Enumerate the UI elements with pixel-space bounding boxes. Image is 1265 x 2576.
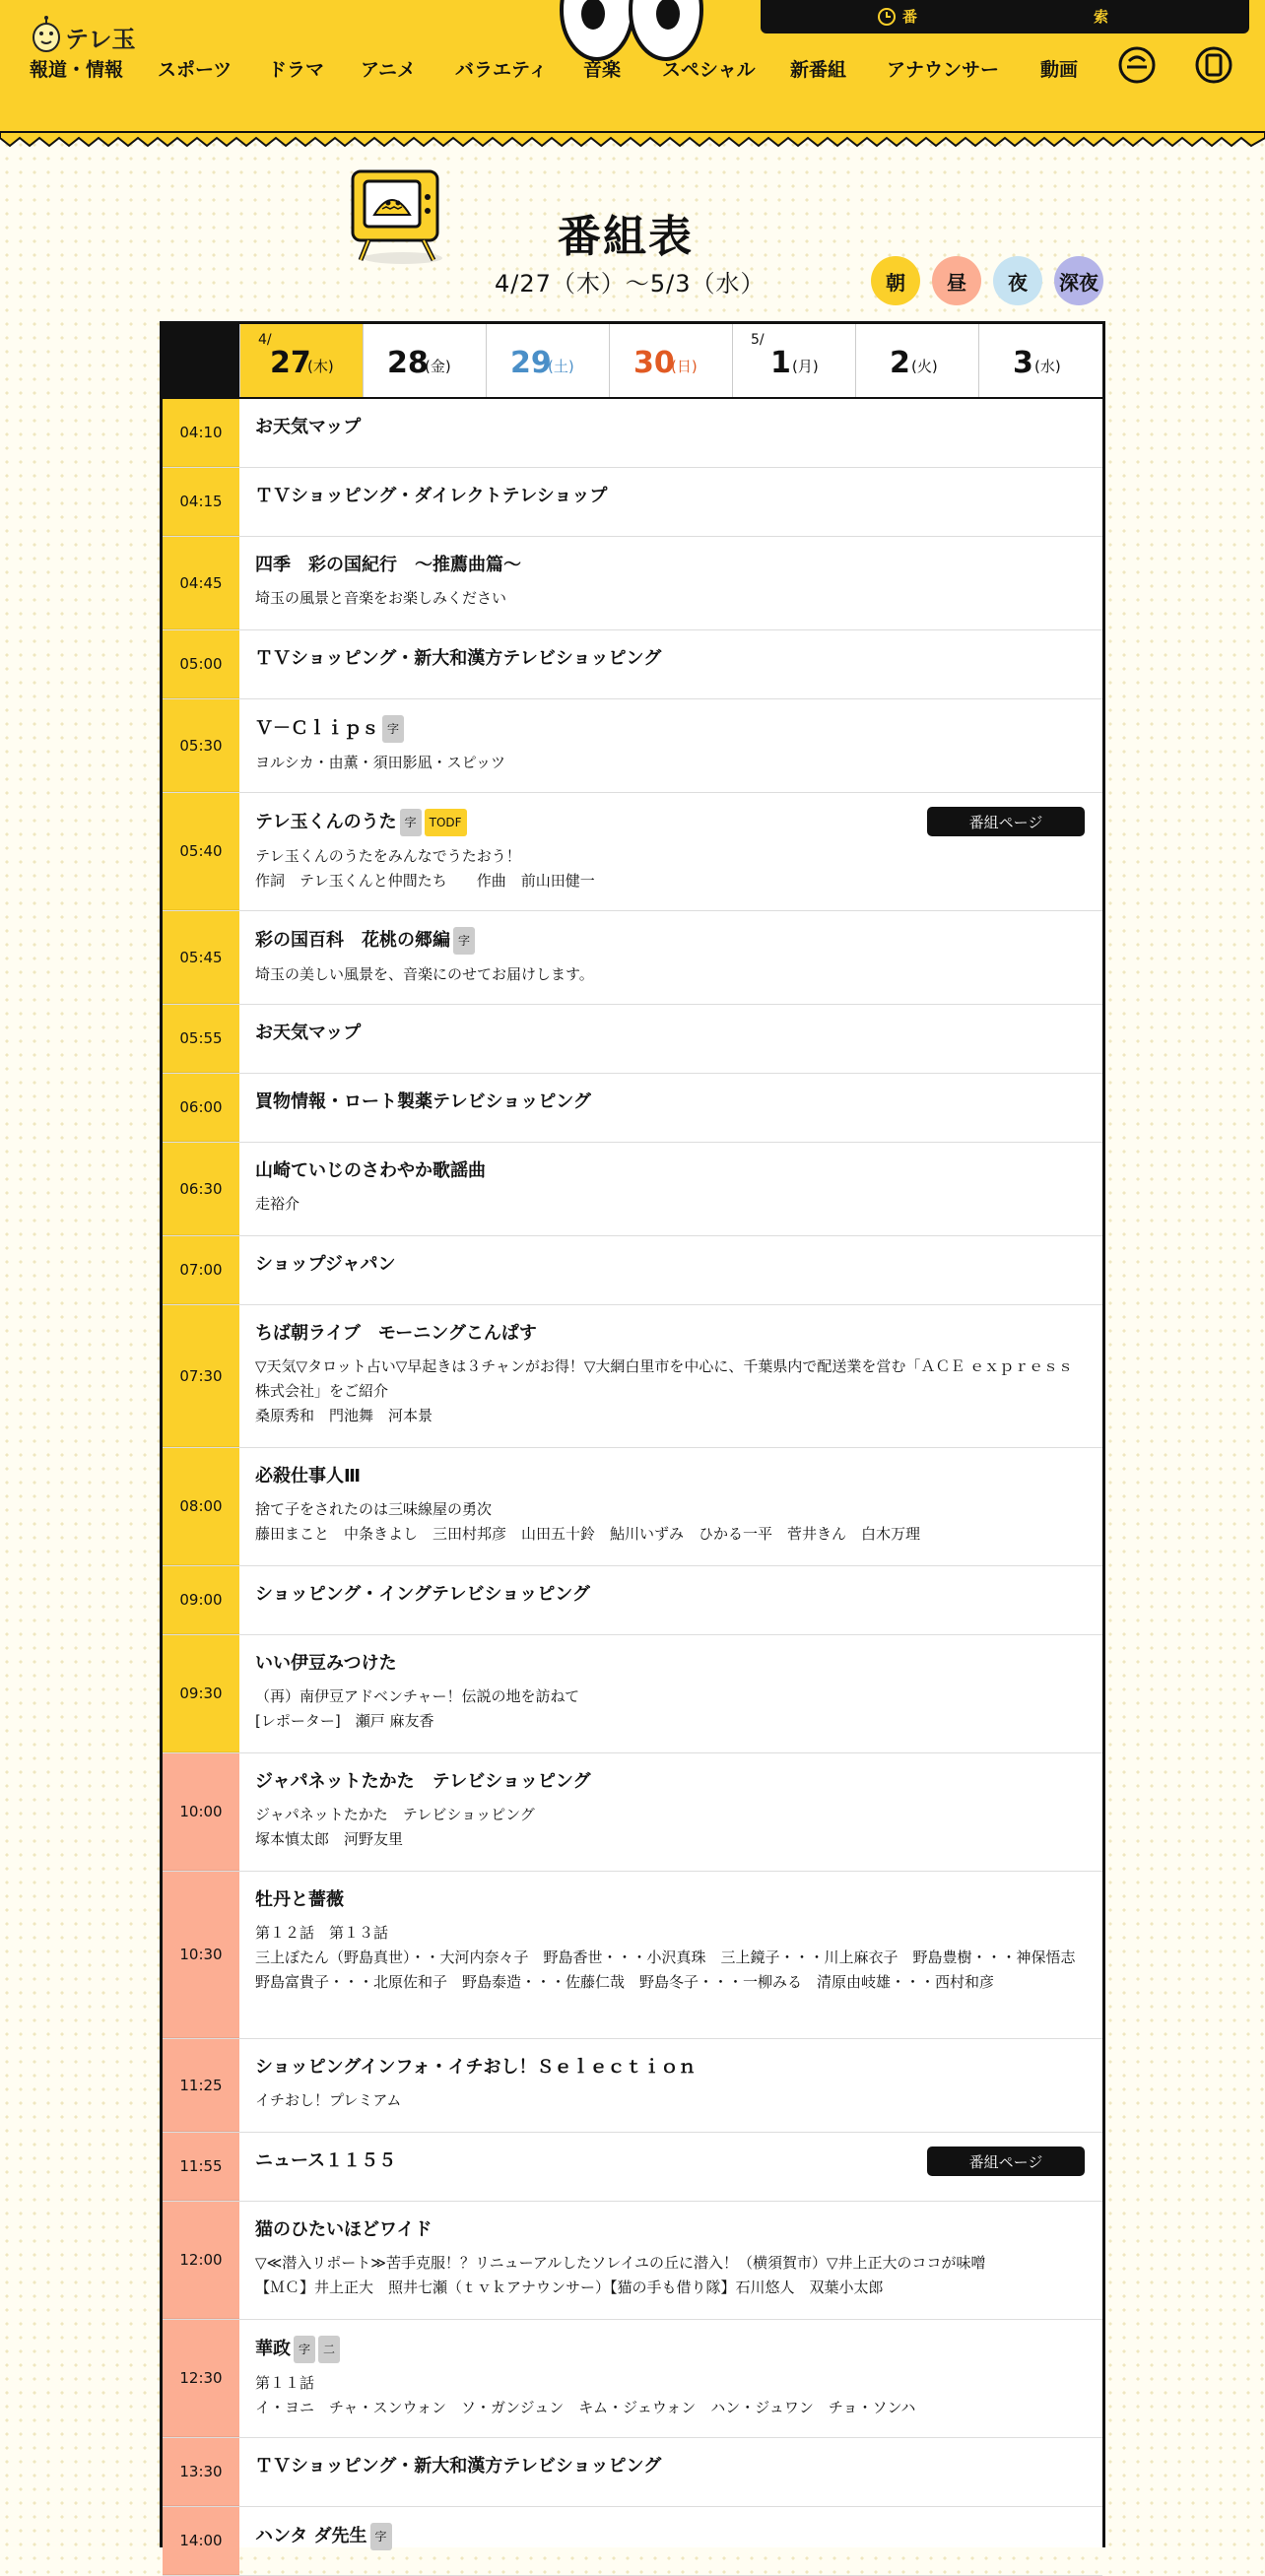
day-row-corner [163,324,239,397]
program-title[interactable]: ちば朝ライブ モーニングこんぱす [255,1323,537,1344]
subtitle-badge: 字 [382,715,404,743]
day-selector [163,324,1102,399]
day-weekday: (火) [911,358,938,375]
program-title[interactable]: お天気マップ [255,1023,362,1043]
program-schedule [160,321,1105,2547]
program-row[interactable] [163,2507,1102,2576]
program-time: 07:00 [163,1236,239,1304]
tele-tama-mascot-icon [30,14,63,53]
program-time: 05:00 [163,630,239,698]
program-description: テレ玉くんのうたをみんなでうたおう！ 作詞 テレ玉くんと仲間たち 作曲 前山田健一 [255,847,595,890]
day-number: 1 [770,346,791,380]
program-title[interactable]: ショッピング・イングテレビショッピング [255,1584,590,1605]
day-number: 27 [270,346,311,380]
program-row[interactable] [163,2438,1102,2507]
clock-icon [877,7,897,27]
time-of-day-latenight[interactable]: 深夜 [1054,256,1103,305]
day-tab[interactable] [486,324,609,397]
nav-variety[interactable]: バラエティ [455,59,548,81]
program-time: 12:30 [163,2320,239,2437]
site-header [0,0,1265,138]
program-row[interactable] [163,2202,1102,2320]
program-row[interactable] [163,468,1102,537]
program-title[interactable]: ショップジャパン [255,1254,396,1275]
day-weekday: (月) [792,358,819,375]
todf-badge: TODF [425,809,467,836]
program-title[interactable]: ＴＶショッピング・新大和漢方テレビショッピング [255,648,662,669]
program-row[interactable] [163,1753,1102,1872]
program-title[interactable]: 四季 彩の国紀行 ～推薦曲篇～ [255,555,521,575]
nav-anime[interactable]: アニメ [361,59,417,81]
nav-drama[interactable]: ドラマ [268,59,325,81]
program-time: 10:00 [163,1753,239,1871]
day-weekday: (金) [425,358,451,375]
day-tab[interactable] [363,324,486,397]
day-tab[interactable] [239,324,363,397]
program-description: ジャパネットたかた テレビショッピング 塚本慎太郎 河野友里 [255,1806,535,1848]
program-title[interactable]: ＴＶショッピング・新大和漢方テレビショッピング [255,2456,662,2477]
program-title[interactable]: 買物情報・ロート製薬テレビショッピング [255,1091,591,1112]
nav-sports[interactable]: スポーツ [158,59,233,81]
program-description: 第１２話 第１３話 三上ぼたん（野島真世）・・大河内奈々子 野島香世・・・小沢真珠 三上鏡子・・・川上麻衣子 野島豊樹・・・神保悟志 野島富貴子・・・北原佐和子 野島泰造・・・佐藤仁哉 野島冬子・・・一柳みる 清原由岐雄・・・西村和彦 [255,1924,1076,1991]
date-range: 4/27（木）〜5/3（水） [495,270,766,297]
program-time: 04:45 [163,537,239,629]
day-weekday: (水) [1034,358,1061,375]
program-time: 05:45 [163,911,239,1004]
subtitle-badge: 字 [294,2336,315,2363]
program-row[interactable] [163,1448,1102,1566]
program-title[interactable]: お天気マップ [255,417,362,437]
logo-text: テレ玉 [65,26,136,53]
main-nav [0,55,1265,85]
program-title[interactable]: テレ玉くんのうた [255,812,397,832]
day-number: 30 [633,346,675,380]
search-link[interactable]: 索 [1094,8,1109,26]
nav-video[interactable]: 動画 [1040,59,1079,81]
program-time: 06:00 [163,1074,239,1142]
nav-music[interactable]: 音楽 [583,59,622,81]
page-title: 番組表 [558,212,694,262]
day-tab[interactable] [978,324,1102,397]
program-guide-link[interactable]: 番 [902,8,918,26]
nav-new-programs[interactable]: 新番組 [790,59,847,81]
program-description: イチおし！プレミアム [255,2091,402,2109]
program-row[interactable] [163,1566,1102,1635]
program-time: 05:30 [163,699,239,792]
tv-mascot-icon [349,167,457,266]
day-number: 3 [1013,346,1033,380]
program-time: 06:30 [163,1143,239,1235]
program-time: 08:00 [163,1448,239,1565]
program-title[interactable]: 必殺仕事人Ⅲ [255,1466,362,1486]
nav-announcer[interactable]: アナウンサー [887,59,1000,81]
day-weekday: (土) [548,358,574,375]
program-row[interactable] [163,1305,1102,1448]
program-time: 09:30 [163,1635,239,1752]
time-of-day-noon[interactable]: 昼 [932,256,981,305]
program-time: 04:10 [163,399,239,467]
day-weekday: (木) [307,358,334,375]
program-page-button[interactable]: 番組ページ [927,807,1085,836]
day-tab[interactable] [609,324,732,397]
program-time: 10:30 [163,1872,239,2038]
program-time: 11:25 [163,2039,239,2132]
day-number: 2 [890,346,910,380]
program-description: ▽≪潜入リポート≫苦手克服！？リニューアルしたソレイユの丘に潜入！（横須賀市）▽井上正大のココが味噌 【ＭＣ】井上正大 照井七瀬（ｔｖｋアナウンサー）【猫の手も借り隊】石川悠人 双葉小太郎 [255,2254,986,2296]
program-description: （再）南伊豆アドベンチャー！伝説の地を訪ねて [レポーター] 瀬戸 麻友香 [255,1687,580,1730]
program-title[interactable]: 彩の国百科 花桃の郷編 [255,930,450,951]
program-description: 埼玉の美しい風景を、音楽にのせてお届けします。 [255,965,594,983]
site-logo[interactable] [30,14,138,55]
program-description: 埼玉の風景と音楽をお楽しみください [255,589,507,607]
header-zigzag-edge [0,132,1265,150]
day-weekday: (日) [671,358,698,375]
program-title[interactable]: Ｖ－Ｃｌｉｐｓ [255,718,379,739]
tele-tama-app-icon[interactable] [1117,37,1157,85]
program-time: 11:55 [163,2133,239,2201]
program-row[interactable] [163,1074,1102,1143]
program-search-bar[interactable] [761,0,1249,33]
program-row[interactable] [163,2320,1102,2438]
program-row[interactable] [163,1143,1102,1236]
program-time: 05:55 [163,1005,239,1073]
program-title[interactable]: いい伊豆みつけた [255,1653,397,1674]
subtitle-badge: 字 [453,927,475,955]
program-description: ヨルシカ・由薫・須田影凪・スピッツ [255,754,506,771]
time-of-day-morning[interactable]: 朝 [871,256,920,305]
program-title[interactable]: ショッピングインフォ・イチおし！Ｓｅｌｅｃｔｉｏｎ [255,2057,697,2078]
subtitle-badge: 字 [370,2523,392,2550]
program-description: 捨て子をされたのは三味線屋の勇次 藤田まこと 中条きよし 三田村邦彦 山田五十鈴 鮎川いずみ ひかる一平 菅井きん 白木万理 [255,1500,921,1543]
program-title[interactable]: 牡丹と薔薇 [255,1889,344,1910]
program-time: 14:00 [163,2507,239,2575]
eyes-icon [558,0,705,61]
nav-news[interactable]: 報道・情報 [30,59,124,81]
program-title[interactable]: ニュース１１５５ [255,2150,397,2171]
program-time: 07:30 [163,1305,239,1447]
program-time: 05:40 [163,793,239,910]
program-row[interactable] [163,2039,1102,2133]
program-row[interactable] [163,537,1102,630]
program-row[interactable] [163,2133,1102,2202]
day-tab[interactable] [855,324,978,397]
program-title[interactable]: ジャパネットたかた テレビショッピング [255,1771,591,1792]
program-row[interactable] [163,793,1102,911]
program-row[interactable] [163,911,1102,1005]
program-title[interactable]: ＴＶショッピング・ダイレクトテレショップ [255,486,608,506]
day-month: 4/ [258,332,272,348]
day-number: 28 [387,346,429,380]
time-of-day-night[interactable]: 夜 [993,256,1042,305]
program-title[interactable]: 山崎ていじのさわやか歌謡曲 [255,1160,486,1181]
program-page-button[interactable]: 番組ページ [927,2147,1085,2176]
program-row[interactable] [163,630,1102,699]
program-time: 12:00 [163,2202,239,2319]
program-row[interactable] [163,1635,1102,1753]
program-description: 第１１話 イ・ヨニ チャ・スンウォン ソ・ガンジュン キム・ジェウォン ハン・ジュワン チョ・ソンハ [255,2374,916,2416]
nav-special[interactable]: スペシャル [662,59,756,81]
program-row[interactable] [163,1872,1102,2039]
program-description: 走裕介 [255,1195,300,1213]
program-time: 09:00 [163,1566,239,1634]
day-number: 29 [510,346,552,380]
program-description: ▽天気▽タロット占い▽早起きは３チャンがお得！▽大網白里市を中心に、千葉県内で配送業を営む「ＡＣＥ ｅｘｐｒｅｓｓ 株式会社」をご紹介 桑原秀和 門池舞 河本景 [255,1357,1074,1424]
program-row[interactable] [163,399,1102,468]
program-row[interactable] [163,1236,1102,1305]
subtitle-badge: 字 [400,809,422,836]
program-title[interactable]: ハンタ ダ先生 [255,2526,367,2546]
program-title[interactable]: 華政 [255,2339,291,2359]
program-row[interactable] [163,699,1102,793]
bilingual-badge: 二 [318,2336,340,2363]
program-time: 04:15 [163,468,239,536]
program-time: 13:30 [163,2438,239,2506]
day-tab[interactable] [732,324,855,397]
day-month: 5/ [751,332,765,348]
data-broadcast-icon[interactable] [1194,37,1233,85]
program-row[interactable] [163,1005,1102,1074]
program-title[interactable]: 猫のひたいほどワイド [255,2219,433,2240]
